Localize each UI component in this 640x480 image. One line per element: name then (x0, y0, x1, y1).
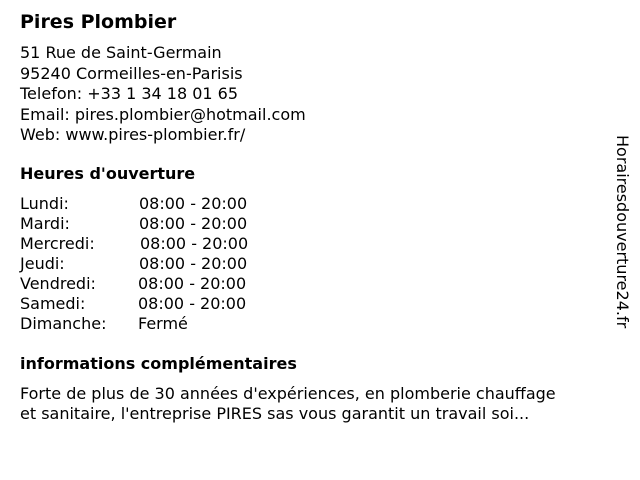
email-text: Email: pires.plombier@hotmail.com (20, 104, 306, 124)
day-hours: Fermé (138, 314, 188, 333)
day-label: Jeudi: (20, 254, 65, 273)
info-line: et sanitaire, l'entreprise PIRES sas vous garantit un travail soi... (20, 404, 530, 423)
phone-text: Telefon: +33 1 34 18 01 65 (20, 84, 239, 103)
day-hours: 08:00 - 20:00 (139, 194, 248, 213)
web-text: Web: www.pires-plombier.fr/ (20, 125, 246, 144)
day-label: Mercredi: (20, 234, 95, 253)
day-label: Mardi: (20, 214, 70, 233)
day-hours: 08:00 - 20:00 (138, 294, 247, 313)
address-city: 95240 Cormeilles-en-Parisis (20, 63, 243, 83)
day-hours: 08:00 - 20:00 (139, 214, 248, 233)
day-hours: 08:00 - 20:00 (139, 254, 248, 273)
day-hours: 08:00 - 20:00 (138, 274, 247, 293)
info-line: Forte de plus de 30 années d'expériences, en plomberie chauffage (20, 384, 556, 403)
day-label: Dimanche: (20, 314, 107, 333)
contact-block (20, 43, 306, 146)
hours-heading: Heures d'ouverture (20, 164, 196, 183)
info-heading: informations complémentaires (20, 354, 297, 373)
info-description (20, 384, 610, 424)
day-label: Samedi: (20, 294, 86, 313)
day-label: Vendredi: (20, 274, 96, 293)
site-watermark: Horairesdouverture24.fr (613, 135, 632, 329)
day-hours: 08:00 - 20:00 (140, 234, 249, 253)
address-street: 51 Rue de Saint-Germain (20, 43, 222, 62)
business-name: Pires Plombier (20, 11, 177, 33)
day-label: Lundi: (20, 194, 69, 213)
